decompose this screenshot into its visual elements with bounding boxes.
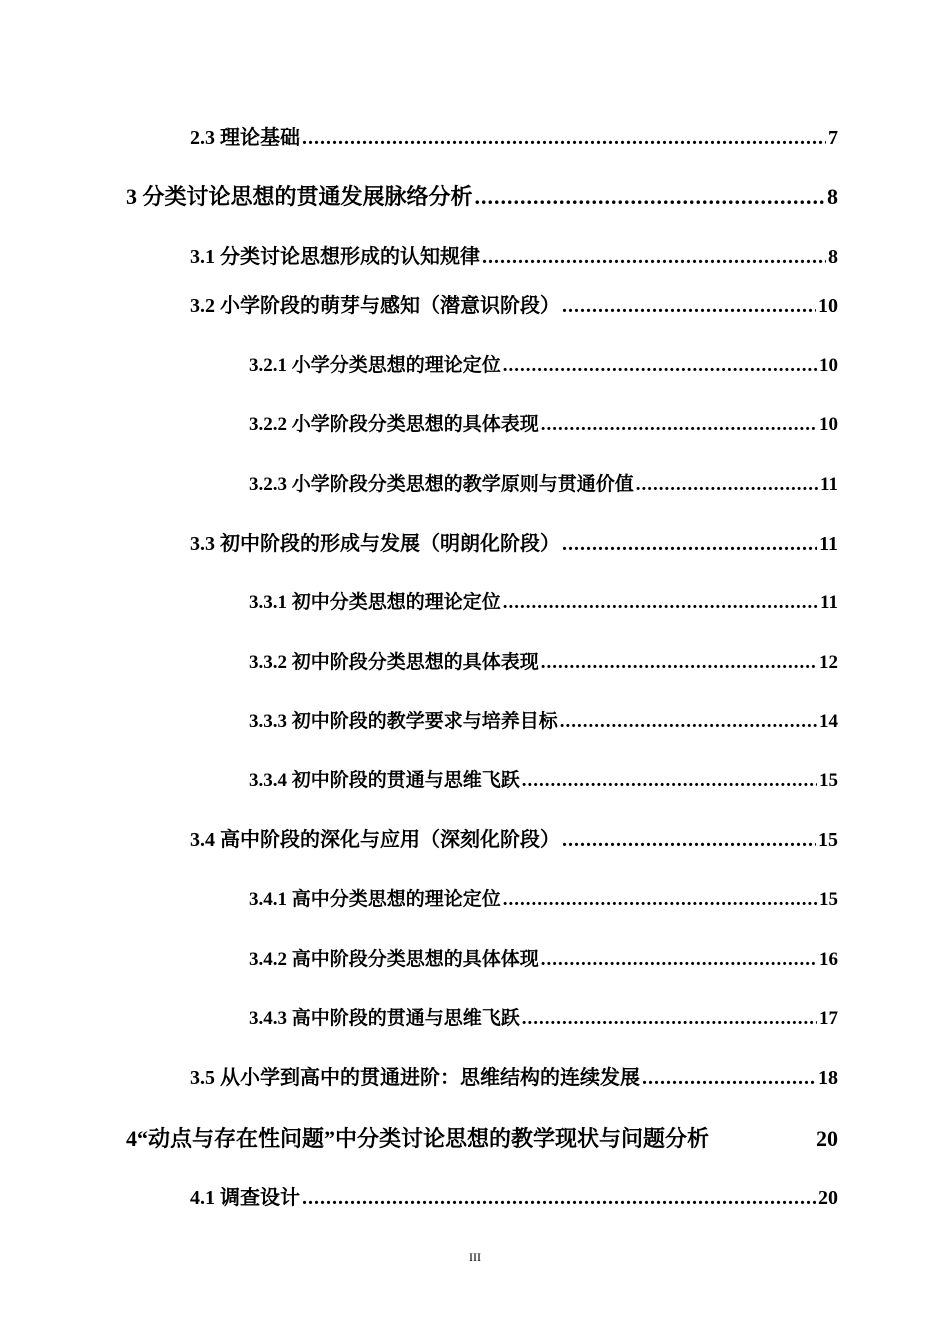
dot-leader xyxy=(475,186,825,208)
toc-entry-3-3[interactable] xyxy=(190,534,838,554)
toc-entry-page: 20 xyxy=(816,1126,838,1151)
toc-entry-page: 10 xyxy=(819,414,838,435)
toc-entry-3-4-1[interactable] xyxy=(249,890,838,909)
toc-entry-3-4[interactable] xyxy=(190,830,838,850)
toc-entry-3-2[interactable] xyxy=(190,296,838,316)
page-footer-number: III xyxy=(469,1250,481,1264)
dot-leader xyxy=(541,950,817,969)
toc-entry-4-1[interactable] xyxy=(190,1188,838,1208)
toc-entry-label: 3.4.2 高中阶段分类思想的具体体现 xyxy=(249,949,539,970)
toc-entry-page: 18 xyxy=(818,1067,838,1089)
toc-entry-3-3-4[interactable] xyxy=(249,771,838,790)
toc-entry-label: 4.1 调查设计 xyxy=(190,1187,300,1209)
dot-leader xyxy=(503,593,818,612)
toc-entry-page: 15 xyxy=(818,829,838,851)
dot-leader xyxy=(562,534,817,554)
toc-entry-page: 20 xyxy=(818,1187,838,1209)
dot-leader xyxy=(560,712,817,731)
toc-entry-3-3-1[interactable] xyxy=(249,593,838,612)
toc-entry-label: 3.2.3 小学阶段分类思想的教学原则与贯通价值 xyxy=(249,474,634,495)
toc-entry-page: 8 xyxy=(827,184,838,209)
toc-entry-3-4-2[interactable] xyxy=(249,950,838,969)
dot-leader xyxy=(503,356,817,375)
toc-entry-page: 14 xyxy=(819,711,838,732)
toc-entry-label: 3 分类讨论思想的贯通发展脉络分析 xyxy=(126,184,473,209)
toc-entry-page: 7 xyxy=(828,127,838,149)
toc-entry-page: 10 xyxy=(819,355,838,376)
toc-entry-3-3-2[interactable] xyxy=(249,653,838,672)
toc-entry-3-3-3[interactable] xyxy=(249,712,838,731)
toc-entry-3[interactable] xyxy=(126,186,838,208)
toc-entry-label: 3.2.2 小学阶段分类思想的具体表现 xyxy=(249,414,539,435)
dot-leader xyxy=(642,1068,816,1088)
toc-entry-page: 17 xyxy=(819,1008,838,1029)
toc-entry-page: 8 xyxy=(828,246,838,268)
toc-entry-page: 12 xyxy=(819,652,838,673)
toc-entry-label: 3.4.3 高中阶段的贯通与思维飞跃 xyxy=(249,1008,520,1029)
toc-entry-page: 11 xyxy=(820,592,838,613)
toc-entry-3-2-1[interactable] xyxy=(249,356,838,375)
toc-entry-3-2-3[interactable] xyxy=(249,475,838,494)
toc-entry-page: 15 xyxy=(819,770,838,791)
toc-entry-label: 2.3 理论基础 xyxy=(190,127,300,149)
toc-entry-label: 3.3.2 初中阶段分类思想的具体表现 xyxy=(249,652,539,673)
dot-leader xyxy=(482,247,826,267)
dot-leader xyxy=(541,653,817,672)
dot-leader xyxy=(562,830,816,850)
dot-leader xyxy=(541,415,817,434)
toc-entry-page: 10 xyxy=(818,295,838,317)
dot-leader xyxy=(302,1188,816,1208)
toc-entry-label: 3.5 从小学到高中的贯通进阶：思维结构的连续发展 xyxy=(190,1067,640,1089)
dot-leader xyxy=(302,128,826,148)
toc-entry-page: 16 xyxy=(819,949,838,970)
toc-entry-2-3[interactable] xyxy=(190,128,838,148)
toc-entry-3-4-3[interactable] xyxy=(249,1009,838,1028)
toc-entry-page: 15 xyxy=(819,889,838,910)
toc-entry-label: 3.2 小学阶段的萌芽与感知（潜意识阶段） xyxy=(190,295,560,317)
toc-entry-page: 11 xyxy=(820,474,838,495)
toc-entry-4[interactable] xyxy=(126,1128,838,1150)
toc-entry-label: 3.4.1 高中分类思想的理论定位 xyxy=(249,889,501,910)
toc-entry-label: 4“动点与存在性问题”中分类讨论思想的教学现状与问题分析 xyxy=(126,1126,710,1151)
toc-entry-label: 3.3.3 初中阶段的教学要求与培养目标 xyxy=(249,711,558,732)
dot-leader xyxy=(562,296,816,316)
toc-entry-label: 3.3.4 初中阶段的贯通与思维飞跃 xyxy=(249,770,520,791)
toc-entry-3-2-2[interactable] xyxy=(249,415,838,434)
dot-leader xyxy=(503,890,817,909)
dot-leader xyxy=(522,771,817,790)
toc-entry-label: 3.3 初中阶段的形成与发展（明朗化阶段） xyxy=(190,533,560,555)
toc-entry-3-1[interactable] xyxy=(190,247,838,267)
toc-entry-3-5[interactable] xyxy=(190,1068,838,1088)
toc-entry-label: 3.3.1 初中分类思想的理论定位 xyxy=(249,592,501,613)
toc-entry-label: 3.2.1 小学分类思想的理论定位 xyxy=(249,355,501,376)
toc-entry-page: 11 xyxy=(819,533,838,555)
dot-leader xyxy=(636,475,818,494)
dot-leader xyxy=(522,1009,817,1028)
toc-entry-label: 3.4 高中阶段的深化与应用（深刻化阶段） xyxy=(190,829,560,851)
toc-entry-label: 3.1 分类讨论思想形成的认知规律 xyxy=(190,246,480,268)
